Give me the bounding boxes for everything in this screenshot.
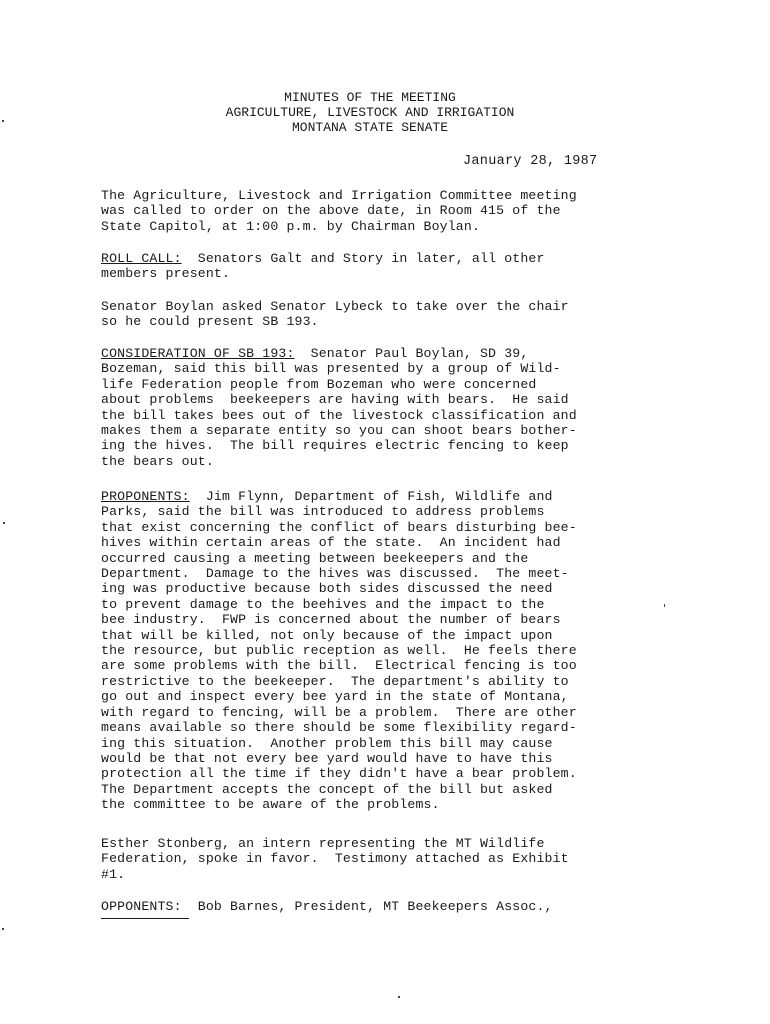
paragraph-line: protection all the time if they didn't have a bear problem.	[101, 766, 577, 782]
paragraph-line: life Federation people from Bozeman who were concerned	[101, 376, 537, 392]
paragraph-line: about problems beekeepers are having with bears. He said	[101, 392, 569, 408]
paragraph-line: means available so there should be some flexibility regard-	[101, 720, 577, 736]
paragraph-line	[101, 346, 671, 361]
chair-paragraph	[101, 299, 671, 330]
paragraph-line: State Capitol, at 1:00 p.m. by Chairman Boylan.	[101, 218, 480, 234]
opponents-underline	[101, 918, 189, 919]
paragraph-line: the committee to be aware of the problems.	[101, 797, 440, 813]
scan-speck	[664, 604, 665, 607]
document-header	[0, 90, 740, 135]
proponents-paragraph	[101, 489, 671, 813]
paragraph-line: The Agriculture, Livestock and Irrigation Committee meeting	[101, 188, 577, 203]
paragraph-line: ing was productive because both sides discussed the need	[101, 581, 553, 597]
paragraph-line: the bill takes bees out of the livestock classification and	[101, 407, 577, 423]
paragraph-line: to prevent damage to the beehives and the impact to the	[101, 596, 545, 612]
paragraph-line: ing the hives. The bill requires electric fencing to keep	[101, 438, 569, 454]
paragraph-line: that exist concerning the conflict of bears disturbing bee-	[101, 519, 577, 535]
paragraph-line: was called to order on the above date, in Room 415 of the	[101, 203, 561, 219]
meeting-date: January 28, 1987	[463, 154, 598, 169]
paragraph-line: The Department accepts the concept of the bill but asked	[101, 781, 553, 797]
header-body: MONTANA STATE SENATE	[291, 120, 449, 135]
paragraph-line: Department. Damage to the hives was discussed. The meet-	[101, 566, 569, 582]
paragraph-line: are some problems with the bill. Electrical fencing is too	[101, 658, 577, 674]
paragraph-line: Parks, said the bill was introduced to address problems	[101, 504, 545, 520]
intro-paragraph	[101, 188, 671, 234]
paragraph-line: so he could present SB 193.	[101, 314, 319, 330]
paragraph-line: that will be killed, not only because of the impact upon	[101, 627, 553, 643]
scan-speck	[2, 928, 4, 930]
paragraph-line: Esther Stonberg, an intern representing the MT Wildlife	[101, 836, 545, 851]
paragraph-line: makes them a separate entity so you can shoot bears bother-	[101, 423, 577, 439]
scan-speck	[398, 996, 400, 998]
opponents-heading: OPPONENTS:	[101, 899, 182, 914]
paragraph-line: ing this situation. Another problem this bill may cause	[101, 735, 553, 751]
paragraph-line: would be that not every bee yard would have to have this	[101, 750, 553, 766]
proponents-text: Jim Flynn, Department of Fish, Wildlife and	[189, 489, 553, 504]
opponents-text: Bob Barnes, President, MT Beekeepers Assoc.,	[181, 899, 553, 914]
paragraph-line: the resource, but public reception as well. He feels there	[101, 643, 577, 659]
scan-speck	[2, 120, 4, 122]
paragraph-line: the bears out.	[101, 453, 214, 469]
consideration-heading: CONSIDERATION OF SB 193:	[101, 346, 295, 361]
paragraph-line: restrictive to the beekeeper. The department's ability to	[101, 673, 569, 689]
header-committee: AGRICULTURE, LIVESTOCK AND IRRIGATION	[225, 105, 515, 120]
paragraph-line: members present.	[101, 266, 231, 282]
roll-call-paragraph	[101, 251, 671, 282]
consideration-text: Senator Paul Boylan, SD 39,	[294, 346, 529, 361]
paragraph-line: Senator Boylan asked Senator Lybeck to take over the chair	[101, 299, 569, 314]
paragraph-line	[101, 899, 671, 914]
paragraph-line	[101, 251, 671, 266]
opponents-paragraph	[101, 899, 671, 914]
scan-speck	[3, 522, 5, 524]
paragraph-line: go out and inspect every bee yard in the state of Montana,	[101, 689, 569, 705]
paragraph-line: Federation, spoke in favor. Testimony attached as Exhibit	[101, 851, 569, 867]
paragraph-line: with regard to fencing, will be a problem. There are other	[101, 704, 577, 720]
paragraph-line: bee industry. FWP is concerned about the number of bears	[101, 612, 561, 628]
consideration-paragraph	[101, 346, 671, 469]
esther-paragraph	[101, 836, 671, 882]
proponents-heading: PROPONENTS:	[101, 489, 190, 504]
roll-call-heading: ROLL CALL:	[101, 251, 182, 266]
paragraph-line: hives within certain areas of the state. An incident had	[101, 535, 561, 551]
roll-call-text: Senators Galt and Story in later, all other	[181, 251, 545, 266]
paragraph-line: occurred causing a meeting between beekeepers and the	[101, 550, 529, 566]
paragraph-line: Bozeman, said this bill was presented by a group of Wild-	[101, 361, 561, 377]
paragraph-line	[101, 489, 671, 504]
header-title: MINUTES OF THE MEETING	[284, 90, 456, 105]
paragraph-line: #1.	[101, 866, 126, 882]
